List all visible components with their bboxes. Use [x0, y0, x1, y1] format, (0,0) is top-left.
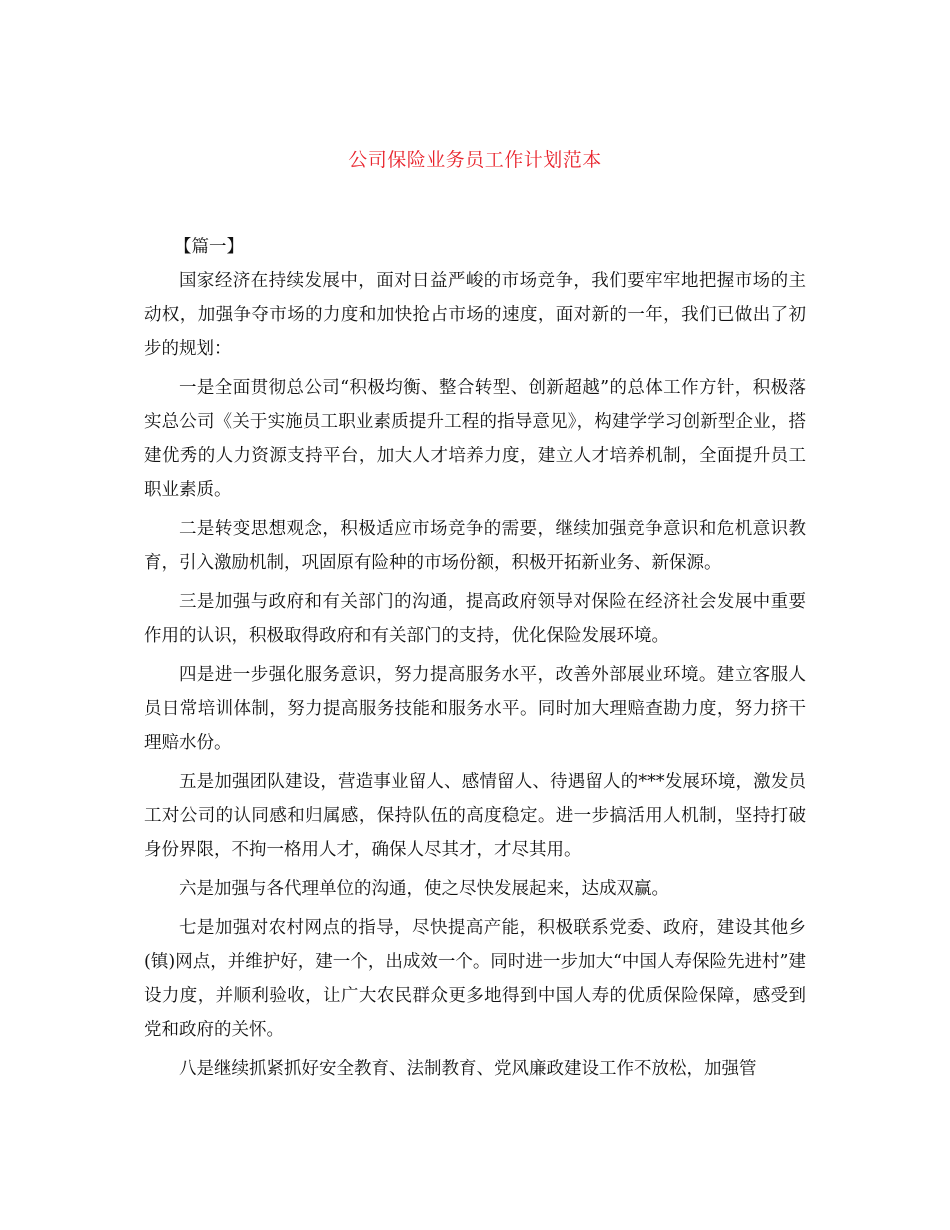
paragraph-item-3: 三是加强与政府和有关部门的沟通，提高政府领导对保险在经济社会发展中重要作用的认识，积极取得政府和有关部门的支持，优化保险发展环境。 — [144, 592, 806, 646]
paragraph-item-7: 七是加强对农村网点的指导，尽快提高产能，积极联系党委、政府，建设其他乡(镇)网点，并维护好，建一个，出成效一个。同时进一步加大“中国人寿保险先进村”建设力度，并顺利验收，让广大农民群众更多地得到中国人寿的优质保险保障，感受到党和政府的关怀。 — [144, 918, 806, 1040]
paragraph-item-5: 五是加强团队建设，营造事业留人、感情留人、待遇留人的***发展环境，激发员工对公司的认同感和归属感，保持队伍的高度稳定。进一步搞活用人机制，坚持打破身份界限，不拘一格用人才，确保人尽其才，才尽其用。 — [144, 772, 806, 860]
paragraph-item-2: 二是转变思想观念，积极适应市场竞争的需要，继续加强竞争意识和危机意识教育，引入激励机制，巩固原有险种的市场份额，积极开拓新业务、新保源。 — [144, 519, 806, 573]
paragraph-item-1: 一是全面贯彻总公司“积极均衡、整合转型、创新超越”的总体工作方针，积极落实总公司《关于实施员工职业素质提升工程的指导意见》，构建学学习创新型企业，搭建优秀的人力资源支持平台，加大人才培养力度，建立人才培养机制，全面提升员工职业素质。 — [144, 378, 806, 500]
document-title: 公司保险业务员工作计划范本 — [348, 149, 602, 171]
paragraph-intro: 国家经济在持续发展中，面对日益严峻的市场竞争，我们要牢牢地把握市场的主动权，加强争夺市场的力度和加快抢占市场的速度，面对新的一年，我们已做出了初步的规划： — [144, 271, 806, 359]
paragraph-item-8: 八是继续抓紧抓好安全教育、法制教育、党风廉政建设工作不放松，加强管 — [179, 1059, 757, 1079]
paragraph-item-4: 四是进一步强化服务意识，努力提高服务水平，改善外部展业环境。建立客服人员日常培训体制，努力提高服务技能和服务水平。同时加大理赔查勘力度，努力挤干理赔水份。 — [144, 665, 806, 753]
document-body — [144, 230, 806, 1091]
section-heading: 【篇一】 — [174, 237, 244, 257]
paragraph-item-6: 六是加强与各代理单位的沟通，使之尽快发展起来，达成双赢。 — [179, 879, 669, 899]
